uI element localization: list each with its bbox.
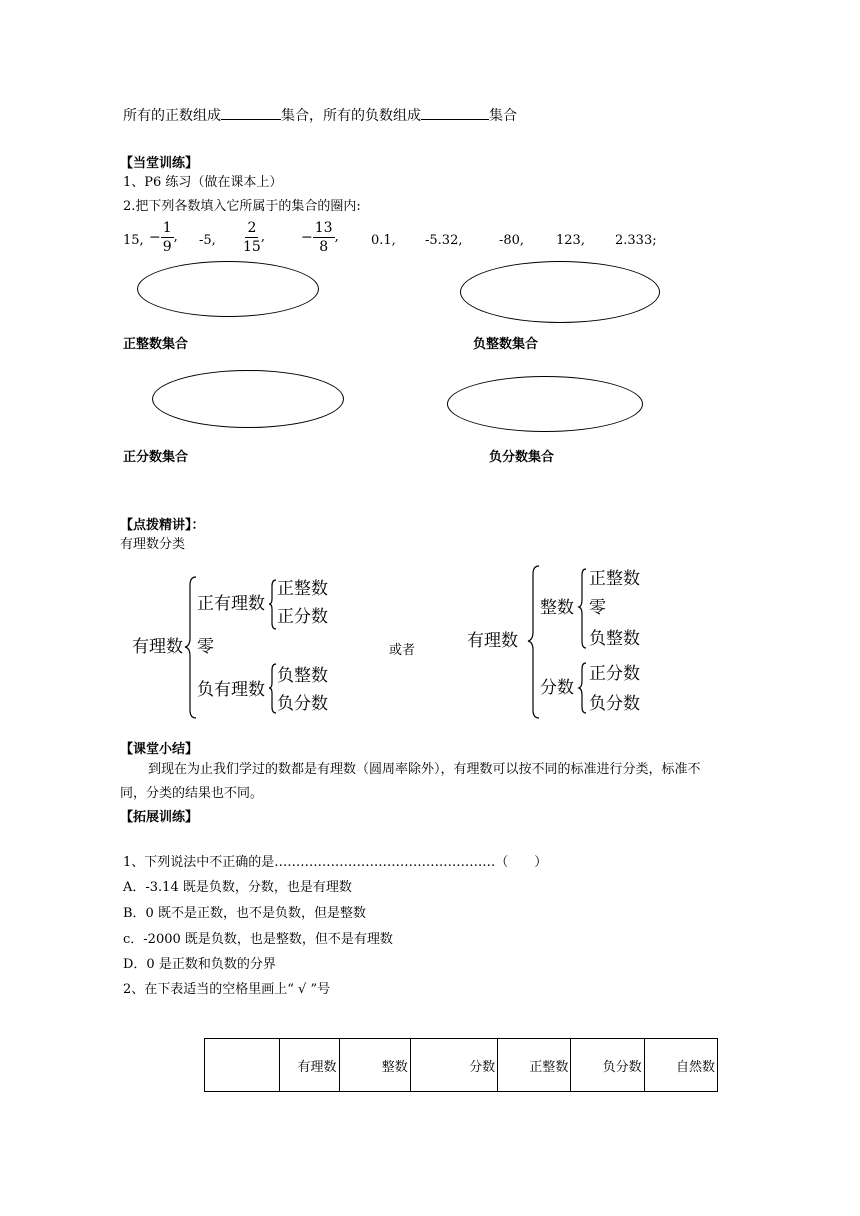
comma: , xyxy=(173,229,178,245)
right-root-brace xyxy=(528,566,539,718)
training-item-1: 1、P6 练习（做在课本上） xyxy=(123,175,283,190)
option-b: B．0 既不是正数，也不是负数，但是整数 xyxy=(123,906,366,921)
summary-heading: 【课堂小结】 xyxy=(120,742,199,757)
summary-line-2: 同，分类的结果也不同。 xyxy=(120,786,264,801)
left-root-brace xyxy=(185,577,196,718)
right-positive-integer: 正整数 xyxy=(589,569,640,589)
left-positive-integer: 正整数 xyxy=(277,579,328,599)
table-header-negative-fraction[interactable]: 负分数 xyxy=(571,1039,644,1092)
intro-part3: 集合 xyxy=(489,108,517,124)
training-item-2: 2.把下列各数填入它所属于的集合的圈内: xyxy=(123,199,361,214)
question-2: 2、在下表适当的空格里画上“ √ ”号 xyxy=(123,982,331,997)
intro-part2: 集合，所有的负数组成 xyxy=(281,108,421,124)
right-positive-fraction: 正分数 xyxy=(589,664,640,684)
left-root-rational: 有理数 xyxy=(132,637,183,657)
number-item: 2.333; xyxy=(615,233,657,248)
intro-line xyxy=(123,107,517,125)
fraction-denominator: 8 xyxy=(319,239,329,255)
fraction-denominator: 9 xyxy=(162,239,172,255)
right-zero: 零 xyxy=(589,598,606,618)
number-item: -5.32, xyxy=(425,233,463,248)
fraction-neg-13-8 xyxy=(301,219,339,256)
answer-blank-negative[interactable] xyxy=(421,107,489,120)
answer-blank-positive[interactable] xyxy=(221,107,281,120)
left-negative-brace xyxy=(269,664,276,713)
left-positive-fraction: 正分数 xyxy=(277,607,328,627)
classification-table xyxy=(204,1038,718,1092)
question-1: 1、下列说法中不正确的是……………………………………………（ ） xyxy=(123,855,548,870)
left-negative-rational: 负有理数 xyxy=(197,680,265,700)
negative-fraction-set-circle[interactable] xyxy=(447,376,643,432)
extension-heading: 【拓展训练】 xyxy=(120,810,199,825)
left-negative-integer: 负整数 xyxy=(277,666,328,686)
summary-line-1: 到现在为止我们学过的数都是有理数（圆周率除外），有理数可以按不同的标准进行分类，标准不 xyxy=(148,762,701,777)
table-header-integer[interactable]: 整数 xyxy=(339,1039,410,1092)
or-connector: 或者 xyxy=(389,643,416,658)
fraction-denominator: 15 xyxy=(243,239,261,255)
right-root-rational: 有理数 xyxy=(467,631,518,651)
table-header-positive-integer[interactable]: 正整数 xyxy=(498,1039,571,1092)
fraction-numerator: 1 xyxy=(162,220,172,236)
right-fractions: 分数 xyxy=(540,678,574,698)
intro-part1: 所有的正数组成 xyxy=(123,108,221,124)
option-d: D．0 是正数和负数的分界 xyxy=(123,957,276,972)
number-item: -5, xyxy=(199,233,216,248)
table-cell-blank[interactable] xyxy=(205,1039,280,1092)
table-header-rational[interactable]: 有理数 xyxy=(280,1039,339,1092)
negative-fraction-set-label: 负分数集合 xyxy=(489,450,555,465)
right-integer-brace xyxy=(579,569,586,648)
key-points-heading: 【点拨精讲】： xyxy=(120,518,205,533)
fraction-2-15 xyxy=(243,219,265,256)
number-item: 15, xyxy=(123,233,144,248)
comma: , xyxy=(334,229,339,245)
left-negative-fraction: 负分数 xyxy=(277,694,328,714)
option-c: c．-2000 既是负数，也是整数，但不是有理数 xyxy=(123,932,393,947)
table-row xyxy=(205,1039,718,1092)
minus-sign: − xyxy=(149,229,161,246)
comma: , xyxy=(260,229,265,245)
fraction-numerator: 2 xyxy=(247,220,257,236)
positive-fraction-set-circle[interactable] xyxy=(152,370,344,428)
right-negative-integer: 负整数 xyxy=(589,629,640,649)
right-integers: 整数 xyxy=(540,598,574,618)
left-positive-brace xyxy=(269,580,276,629)
positive-integer-set-label: 正整数集合 xyxy=(123,337,189,352)
table-header-fraction[interactable]: 分数 xyxy=(410,1039,497,1092)
negative-integer-set-circle[interactable] xyxy=(460,261,660,323)
key-points-subtitle: 有理数分类 xyxy=(120,537,186,552)
negative-integer-set-label: 负整数集合 xyxy=(473,337,539,352)
classroom-training-heading: 【当堂训练】 xyxy=(120,156,199,171)
number-item: 123, xyxy=(556,233,585,248)
number-item: -80, xyxy=(499,233,525,248)
left-positive-rational: 正有理数 xyxy=(197,594,265,614)
positive-fraction-set-label: 正分数集合 xyxy=(123,450,189,465)
right-fraction-brace xyxy=(579,663,586,713)
fraction-numerator: 13 xyxy=(314,220,333,236)
left-zero: 零 xyxy=(197,637,214,657)
table-header-natural-number[interactable]: 自然数 xyxy=(644,1039,717,1092)
positive-integer-set-circle[interactable] xyxy=(137,261,319,317)
option-a: A．-3.14 既是负数，分数，也是有理数 xyxy=(123,880,352,895)
right-negative-fraction: 负分数 xyxy=(589,694,640,714)
fraction-neg-1-9 xyxy=(149,219,178,256)
number-item: 0.1, xyxy=(371,233,396,248)
minus-sign: − xyxy=(301,229,313,246)
